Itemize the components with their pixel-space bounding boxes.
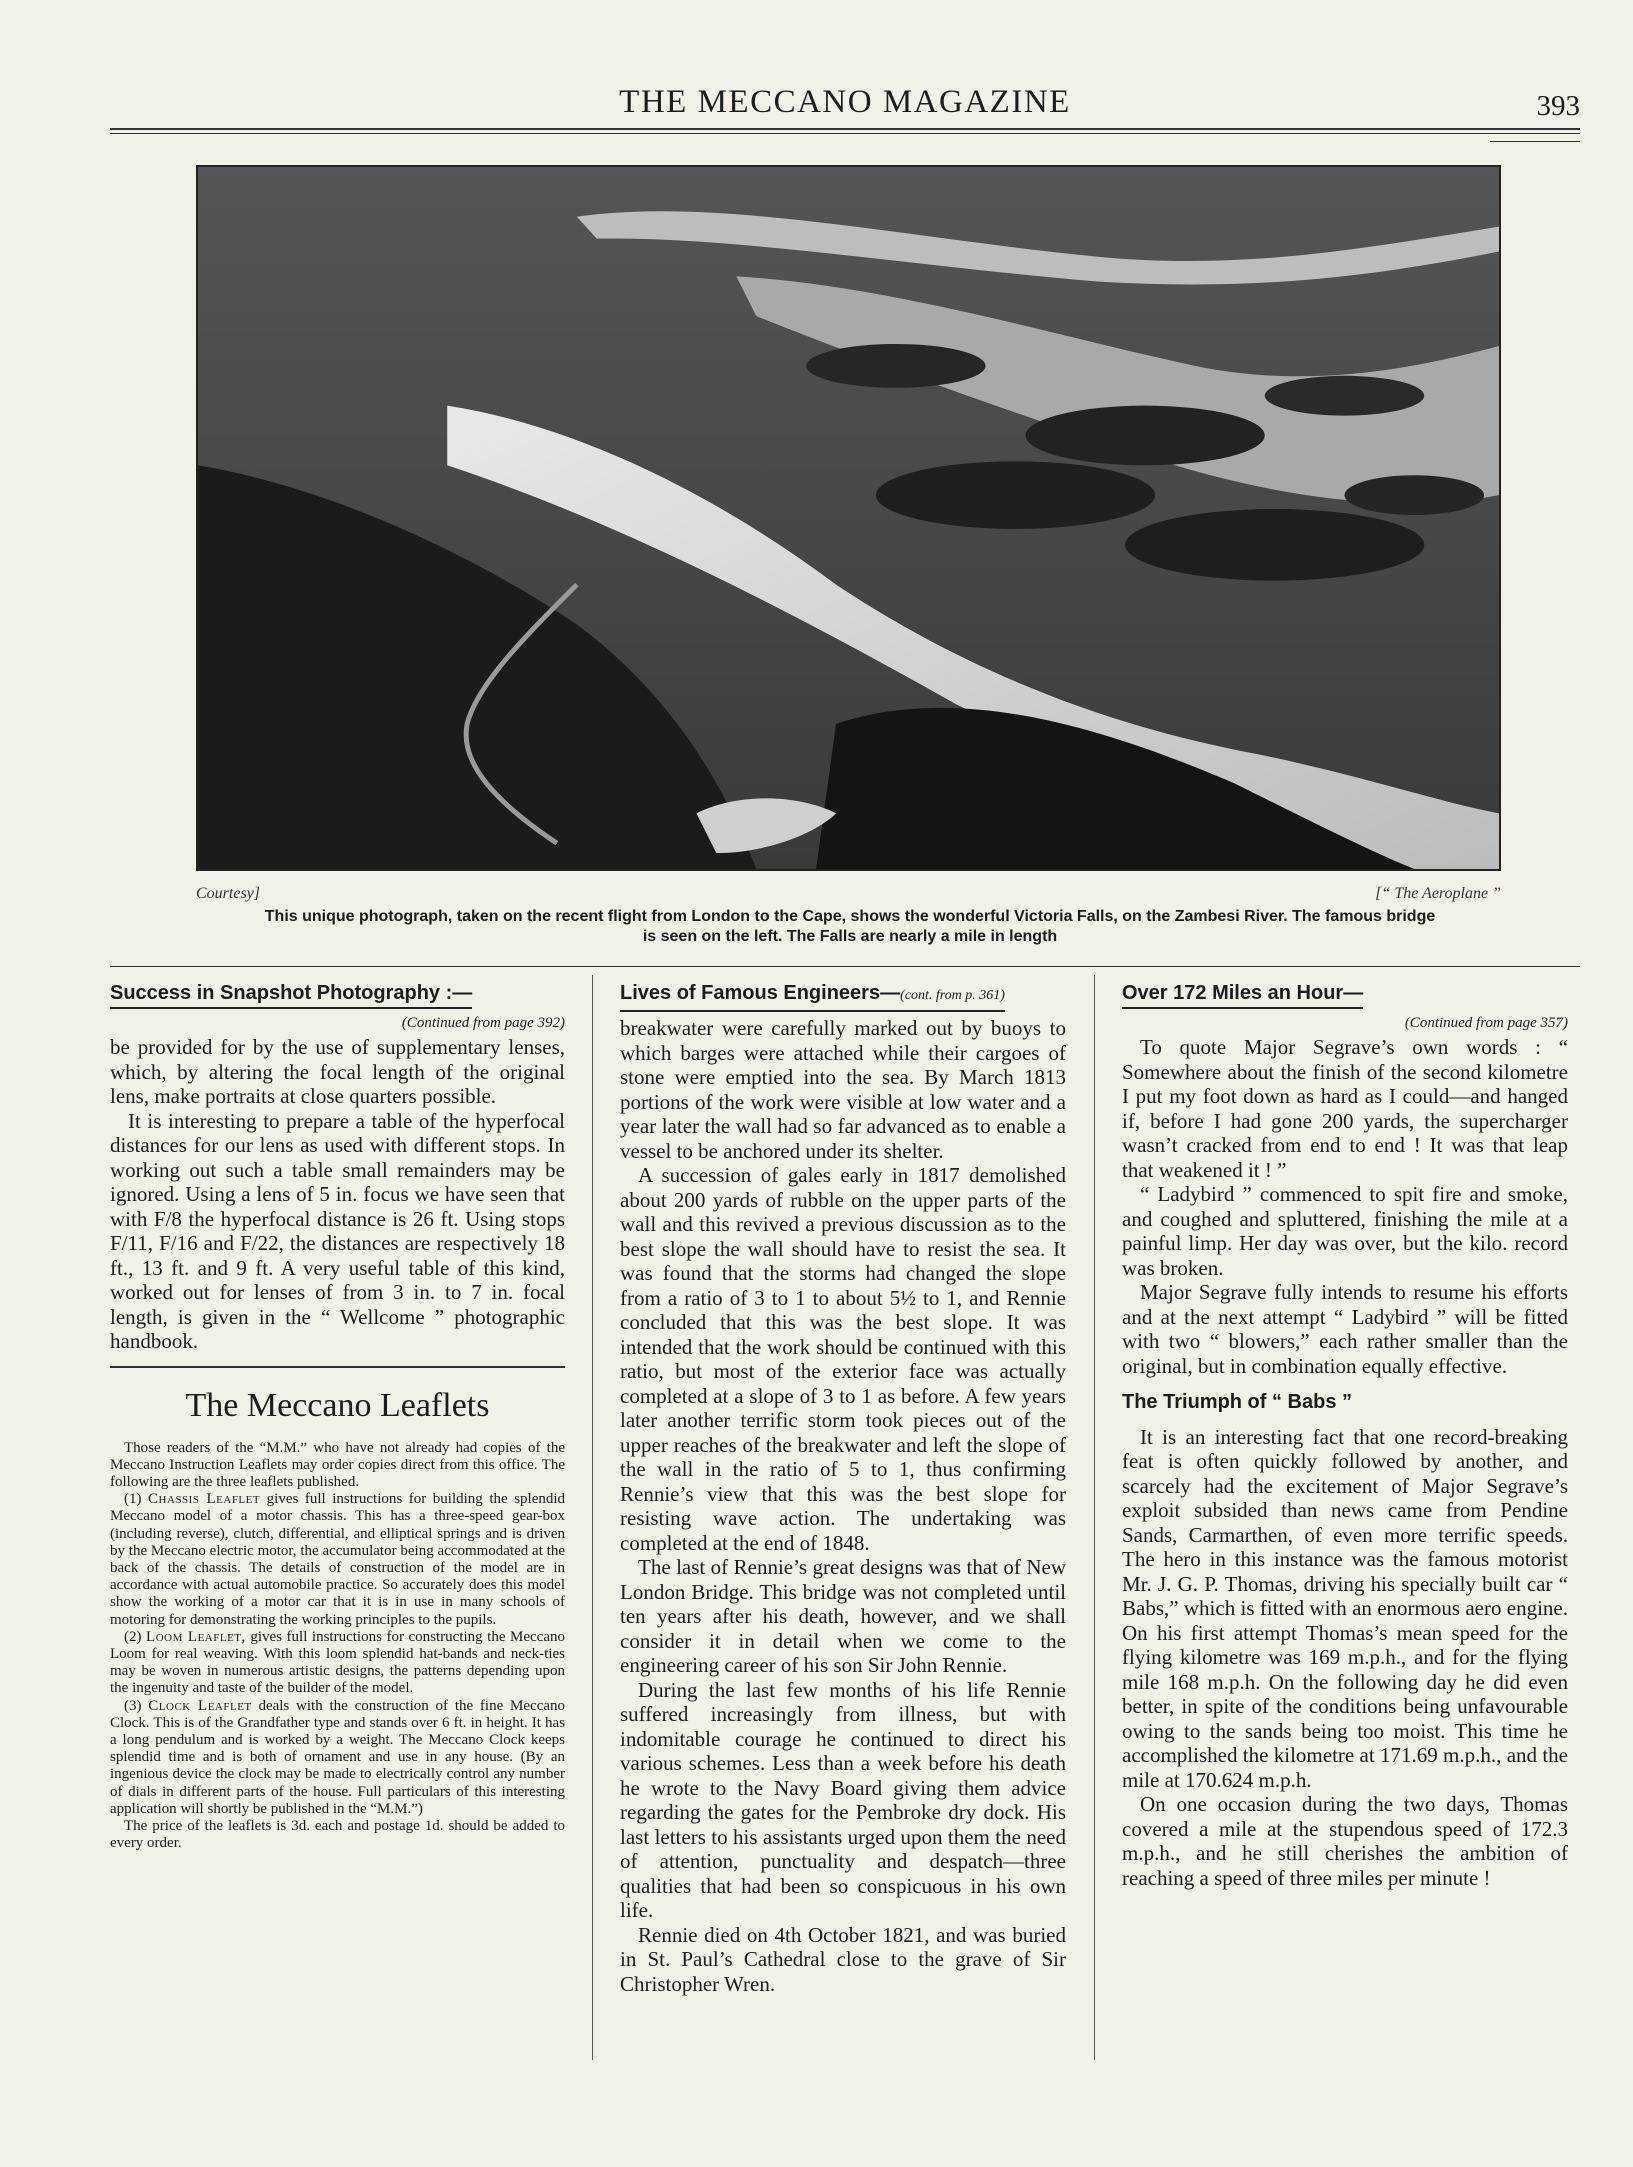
victoria-falls-photo	[196, 165, 1501, 871]
leaflet-number: (1)	[124, 1491, 142, 1508]
leaflet-name: Loom Leaflet,	[146, 1628, 246, 1645]
continued-note: (cont. from p. 361)	[900, 988, 1005, 1003]
paragraph: breakwater were carefully marked out by buoys to which barges were attached while their cargoes of stone were emptied into the sea. By March 1813 portions of the work were visible at low water and a year later the wall had so far advanced as to enable a vessel to be anchored under its shelter.	[620, 1016, 1066, 1163]
column-172-miles-an-hour	[1122, 980, 1568, 1890]
leaflet-number: (3)	[124, 1697, 142, 1714]
leaflet-number: (2)	[124, 1628, 142, 1645]
header-rule-accent	[1490, 141, 1580, 142]
caption-line-2: is seen on the left. The Falls are nearly a mile in length	[642, 928, 1058, 945]
leaflet-text: gives full instructions for building the splendid Meccano model of a motor chassis. This has a three-speed gear-box (including reverse), clutch, differential, and elliptical springs and is driven by the Meccano electric motor, the accumulator being accommodated at the back of the chassis. The details of construction of the model are in accordance with actual automobile practice. So accurately does this model show the working of a motor car that it is in use in many schools of motoring for demonstrating the working principles to the pupils.	[110, 1491, 566, 1628]
leaflet-item	[110, 1629, 565, 1698]
leaflets-intro: Those readers of the “M.M.” who have not already had copies of the Meccano Instruction Leaflets may order copies direct from this office. The following are the three leaflets published.	[110, 1439, 565, 1490]
column-famous-engineers	[620, 980, 1066, 1996]
paragraph: Major Segrave fully intends to resume his efforts and at the next attempt “ Ladybird ” will be fitted with two “ blowers,” each rather smaller than the original, but in combination equally effective.	[1122, 1280, 1568, 1378]
page-number: 393	[1536, 90, 1580, 122]
paragraph: “ Ladybird ” commenced to spit fire and smoke, and coughed and spluttered, finishing the mile at a painful limp. Her day was over, but the kilo. record was broken.	[1122, 1182, 1568, 1280]
column-divider-1	[592, 975, 593, 2060]
magazine-title: THE MECCANO MAGAZINE	[619, 84, 1071, 120]
section-rule	[110, 1366, 565, 1368]
header-rule-top	[110, 128, 1580, 130]
paragraph: It is interesting to prepare a table of the hyperfocal distances for our lens as used with different stops. In working out such a table small remainders may be ignored. Using a lens of 5 in. focus we have seen that with F/8 the hyperfocal distance is 26 ft. Using stops F/11, F/16 and F/22, the distances are respectively 18 ft., 13 ft. and 9 ft. A very useful table of this kind, worked out for lenses of from 3 in. to 7 in. focal length, is given in the “ Wellcome ” photographic handbook.	[110, 1108, 565, 1353]
paragraph: Rennie died on 4th October 1821, and was buried in St. Paul’s Cathedral close to the grave of Sir Christopher Wren.	[620, 1922, 1066, 1996]
leaflet-text: deals with the construction of the fine Meccano Clock. This is of the Grandfather type and stands over 6 ft. in height. It has a long pendulum and is worked by a weight. The Meccano Clock keeps splendid time and is both of ornament and use in any house. (By an ingenious device the clock may be made to electrically control any number of dials in different parts of the house. Full particulars of this interesting application will shortly be published in the “M.M.”)	[110, 1697, 566, 1817]
leaflet-text: gives full instructions for constructing the Meccano Loom for real weaving. With this loom splendid hat-bands and neck-ties may be woven in numerous artistic designs, the patterns depending upon the ingenuity and taste of the builder of the model.	[110, 1628, 566, 1697]
paragraph: It is an interesting fact that one record-breaking feat is often quickly followed by another, and scarcely had the excitement of Major Segrave’s exploit subsided than news came from Pendine Sands, Carmarthen, of even more terrific speeds. The hero in this instance was the famous motorist Mr. J. G. P. Thomas, driving his specially built car “ Babs,” which is fitted with an enormous aero engine. On his first attempt Thomas’s mean speed for the flying kilometre was 169 m.p.h., and for the flying mile 168 m.p.h. On the following day he did even better, in spite of the conditions being unfavourable owing to the sands being too moist. This time he accomplished the kilometre at 171.69 m.p.h., and the mile at 170.624 m.p.h.	[1122, 1424, 1568, 1792]
caption-rule	[110, 966, 1580, 967]
header-rule-bottom	[110, 133, 1580, 134]
paragraph: be provided for by the use of supplementary lenses, which, by altering the focal length of the original lens, make portraits at close quarters possible.	[110, 1035, 565, 1108]
continued-note: (Continued from page 392)	[401, 1015, 565, 1031]
leaflet-name: Clock Leaflet	[148, 1697, 252, 1714]
continued-note: (Continued from page 357)	[1404, 1015, 1568, 1031]
photo-caption	[190, 907, 1510, 947]
leaflet-name: Chassis Leaflet	[148, 1491, 261, 1508]
leaflets-heading: The Meccano Leaflets	[185, 1386, 490, 1424]
subheading-babs: The Triumph of “ Babs ”	[1122, 1391, 1353, 1413]
photo-credit-left: Courtesy]	[196, 885, 260, 902]
article-title	[620, 980, 1005, 1012]
leaflet-item	[110, 1698, 565, 1818]
paragraph: On one occasion during the two days, Thomas covered a mile at the stupendous speed of 172.3 m.p.h., and he still cherishes the ambition of reaching a speed of three miles per minute !	[1122, 1792, 1568, 1890]
caption-line-1: This unique photograph, taken on the recent flight from London to the Cape, shows the wonderful Victoria Falls, on the Zambesi River. The famous bridge	[264, 908, 1436, 925]
paragraph: The last of Rennie’s great designs was that of New London Bridge. This bridge was not completed until ten years after his death, however, and we shall consider it in detail when we come to the engineering career of his son Sir John Rennie.	[620, 1555, 1066, 1677]
column-snapshot-photography	[110, 980, 565, 1852]
page-header	[110, 84, 1580, 134]
leaflets-body	[110, 1440, 565, 1853]
photo-credit-right: [“ The Aeroplane ”	[1375, 885, 1501, 902]
column-divider-2	[1094, 975, 1095, 2060]
leaflets-price: The price of the leaflets is 3d. each and postage 1d. should be added to every order.	[110, 1817, 565, 1852]
leaflet-item	[110, 1491, 565, 1629]
article-title: Over 172 Miles an Hour—	[1122, 980, 1363, 1009]
paragraph: A succession of gales early in 1817 demolished about 200 yards of rubble on the upper parts of the wall and this revived a previous discussion as to the best slope the wall should have to resist the sea. It was found that the storms had changed the slope from a ratio of 3 to 1 to about 5½ to 1, and Rennie concluded that this was the best slope. It was intended that the work should be continued with this ratio, but most of the exterior face was actually completed at a slope of 3 to 1 as before. A few years later another terrific storm took pieces out of the upper reaches of the breakwater and left the slope of the wall in the ratio of 5 to 1, thus confirming Rennie’s view that this was the best slope for resisting wave action. The undertaking was completed at the end of 1848.	[620, 1163, 1066, 1555]
article-title-text: Lives of Famous Engineers—	[620, 982, 901, 1004]
paragraph: To quote Major Segrave’s own words : “ Somewhere about the finish of the second kilometre I put my foot down as hard as I could—and hanged if, before I had gone 200 yards, the supercharger wasn’t cracked from end to end ! It was that leap that weakened it ! ”	[1122, 1035, 1568, 1182]
article-title: Success in Snapshot Photography :—	[110, 980, 472, 1009]
paragraph: During the last few months of his life Rennie suffered increasingly from illness, but with indomitable courage he continued to direct his various schemes. Less than a week before his death he wrote to the Navy Board giving them advice regarding the gates for the Pembroke dry dock. His last letters to his assistants urged upon them the need of attention, punctuality and despatch—three qualities that had been so conspicuous in his own life.	[620, 1677, 1066, 1922]
